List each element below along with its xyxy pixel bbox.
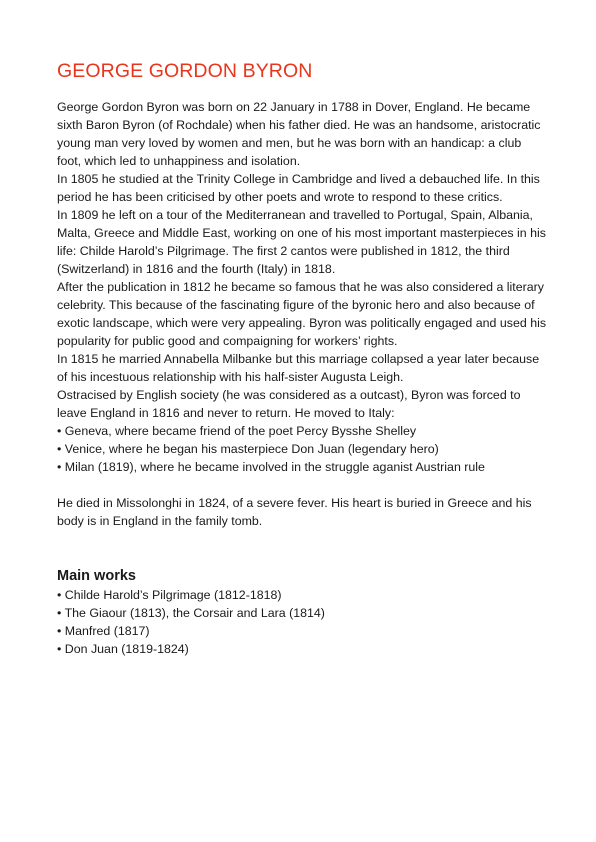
bullet-icon: • <box>57 642 62 656</box>
paragraph-birth: George Gordon Byron was born on 22 January in 1788 in Dover, England. He became sixth Baron Byron (of Rochdale) when his father died. He was an handsome, aristocratic young man very loved by women and men, but he was born with an handicap: a club foot, which led to unhappiness and isolation. <box>57 100 541 168</box>
list-item-text: Milan (1819), where he became involved in the struggle aganist Austrian rule <box>64 460 485 474</box>
paragraph-fame: After the publication in 1812 he became so famous that he was also considered a literary celebrity. This because of the fascinating figure of the byronic hero and also because of exotic landscape, which were very appealing. Byron was politically engaged and used his popularity for public good and compaigning for workers’ rights. <box>57 280 547 348</box>
main-works-heading: Main works <box>57 568 136 584</box>
list-item-text: Don Juan (1819-1824) <box>64 642 189 656</box>
list-item-text: The Giaour (1813), the Corsair and Lara (1814) <box>64 606 325 620</box>
list-item <box>57 640 547 658</box>
bullet-icon: • <box>57 624 62 638</box>
list-item-text: Geneva, where became friend of the poet Percy Bysshe Shelley <box>64 424 417 438</box>
bullet-icon: • <box>57 442 62 456</box>
list-item-text: Venice, where he began his masterpiece Don Juan (legendary hero) <box>64 442 439 456</box>
spacer <box>57 476 547 494</box>
list-item-text: Manfred (1817) <box>64 624 150 638</box>
list-item <box>57 622 547 640</box>
paragraph-tour: In 1809 he left on a tour of the Mediterranean and travelled to Portugal, Spain, Albania, Malta, Greece and Middle East, working on one of his most important masterpieces in his life: Childe Harold’s Pilgrimage. The first 2 cantos were published in 1812, the third (Switzerland) in 1816 and the fourth (Italy) in 1818. <box>57 208 546 276</box>
paragraph-exile: Ostracised by English society (he was considered as a outcast), Byron was forced to leave England in 1816 and never to return. He moved to Italy: <box>57 388 521 420</box>
bullet-icon: • <box>57 588 62 602</box>
list-item <box>57 604 547 622</box>
list-item <box>57 440 547 458</box>
bullet-icon: • <box>57 424 62 438</box>
paragraph-death: He died in Missolonghi in 1824, of a severe fever. His heart is buried in Greece and his body is in England in the family tomb. <box>57 496 532 528</box>
list-item <box>57 586 547 604</box>
page-title: GEORGE GORDON BYRON <box>57 60 313 82</box>
paragraph-cambridge: In 1805 he studied at the Trinity College in Cambridge and lived a debauched life. In this period he has been criticised by other poets and wrote to respond to these critics. <box>57 172 540 204</box>
list-item-text: Childe Harold’s Pilgrimage (1812-1818) <box>64 588 282 602</box>
list-item <box>57 458 547 476</box>
paragraph-marriage: In 1815 he married Annabella Milbanke but this marriage collapsed a year later because of his incestuous relationship with his half-sister Augusta Leigh. <box>57 352 540 384</box>
bullet-icon: • <box>57 606 62 620</box>
italy-bullet-list <box>57 422 547 476</box>
list-item <box>57 422 547 440</box>
spacer <box>57 530 547 566</box>
main-works-list <box>57 586 547 658</box>
bullet-icon: • <box>57 460 62 474</box>
biography-body <box>57 98 547 658</box>
document-page <box>57 58 547 658</box>
